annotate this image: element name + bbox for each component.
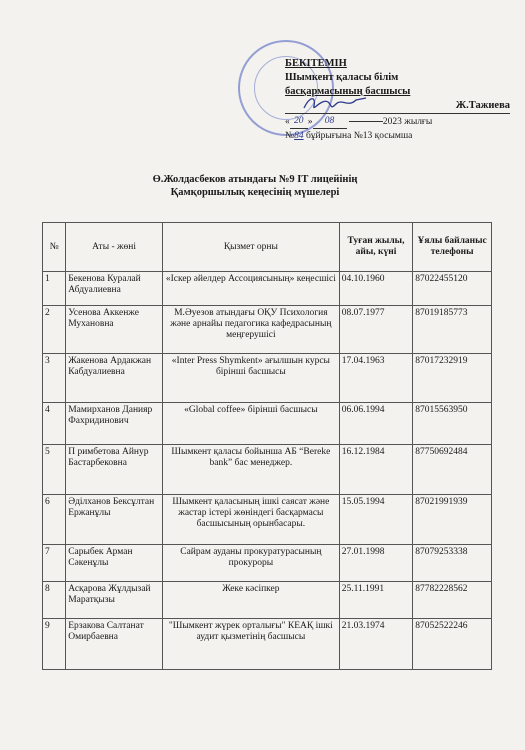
table-row: 7 Сарыбек Арман Сәкенұлы Сайрам ауданы прокуратурасының прокуроры 27.01.1998 87079253338 [43, 545, 492, 582]
members-table [42, 222, 492, 670]
approval-name: Ж.Тажиева [455, 100, 510, 111]
col-dob: Туған жылы, айы, күні [339, 223, 413, 272]
table-row: 8 Асқарова Жұлдызай Маратқызы Жеке кәсіпкер 25.11.1991 87782228562 [43, 582, 492, 619]
table-header-row [43, 223, 492, 272]
order-number: 84 [294, 131, 304, 141]
approval-date: « 20 » 08 2023 жылғы [285, 114, 510, 129]
table-row: 4 Мамирханов Данияр Фахридинович «Global coffee» бірінші басшысы 06.06.1994 87015563950 [43, 403, 492, 445]
approval-month: 08 [313, 114, 347, 129]
table-row: 2 Усенова Аккенже Мухановна М.Әуезов атындағы ОҚУ Психология және арнайы педагогика кафедрасының меңгерушісі 08.07.1977 87019185773 [43, 306, 492, 354]
table-row: 3 Жакенова Ардакжан Кабдуалиевна «Inter Press Shymkent» ағылшын курсы бірінші басшысы 17.04.1963 87017232919 [43, 354, 492, 403]
approval-order: №84 бұйрығына №13 қосымша [285, 131, 413, 141]
approval-position: басқармасының басшысы [285, 86, 411, 97]
approval-day: 20 [290, 114, 308, 129]
table-row: 5 П римбетова Айнур Бастарбековна Шымкент қаласы бойынша АБ “Bereke bank” бас менеджер. 16.12.1984 87750692484 [43, 445, 492, 495]
document-title: Ө.Жолдасбеков атындағы №9 IT лицейінің Қамқоршылық кеңесінің мүшелері [152, 174, 358, 198]
table-row: 6 Әділханов Бексұлтан Ержанұлы Шымкент қаласының ішкі саясат және жастар істері жөніндегі басқармасы басшысының орынбасары. 15.05.1994 87021991939 [43, 495, 492, 545]
col-name: Аты - жөні [66, 223, 163, 272]
col-number: № [43, 223, 66, 272]
table-row: 9 Ерзакова Салтанат Омирбаевна "Шымкент жүрек орталығы" КЕАҚ ішкі аудит қызметінің басшысы 21.03.1974 87052522246 [43, 619, 492, 670]
approval-signatory [285, 99, 510, 114]
col-job: Қызмет орны [162, 223, 339, 272]
approval-year: 2023 жылғы [382, 116, 433, 127]
col-phone: Ұялы байланыс телефоны [413, 223, 492, 272]
approval-block [285, 57, 510, 143]
table-row: 1 Бекенова Куралай Абдуалиевна «Іскер әйелдер Ассоциясының» кеңесшісі 04.10.1960 87022455120 [43, 272, 492, 306]
approval-heading: БЕКІТЕМІН [285, 58, 347, 69]
approval-org: Шымкент қаласы білім [285, 72, 399, 83]
